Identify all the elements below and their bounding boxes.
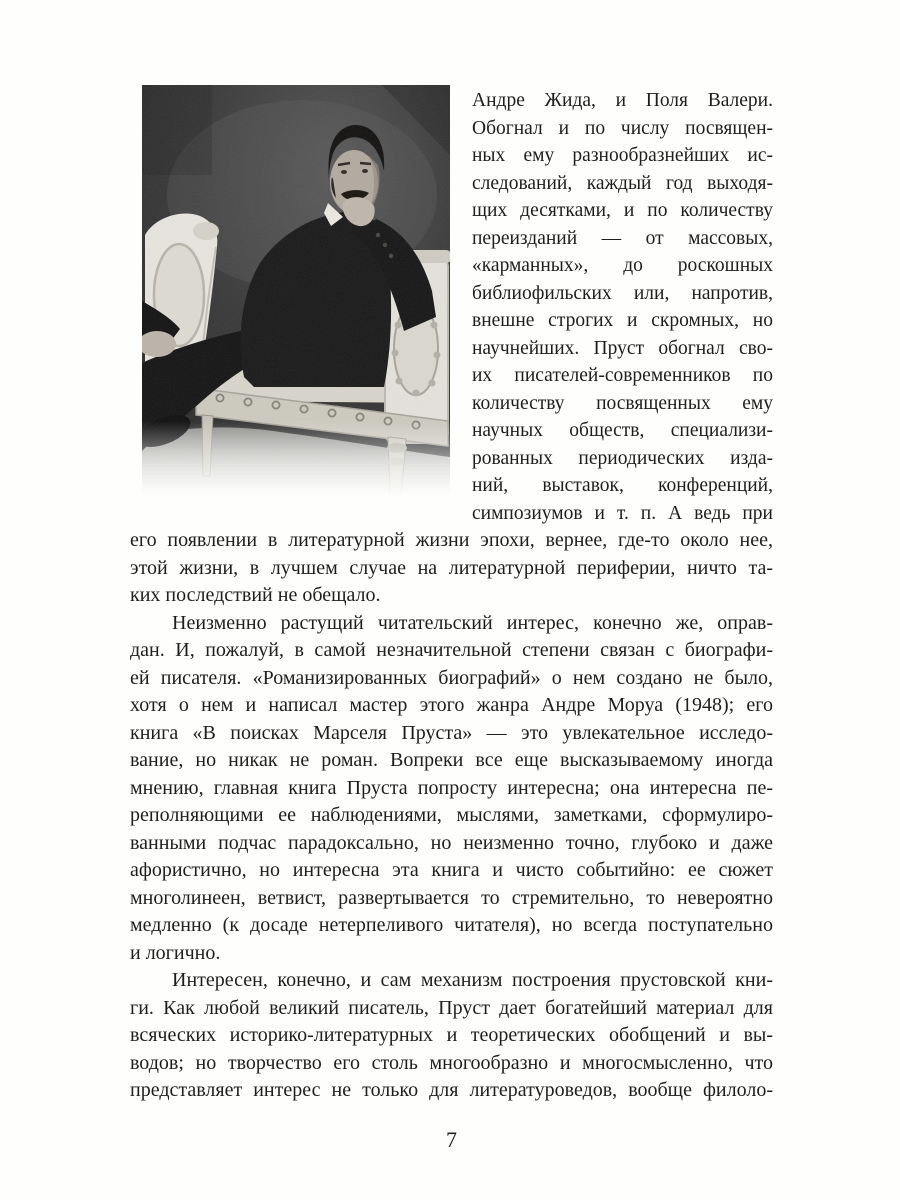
portrait-illustration (142, 85, 450, 497)
text-line: количеству посвященных ему (472, 392, 773, 414)
text-line: представляет интерес не только для литературоведов, вообще филоло- (130, 1079, 773, 1101)
text-line: и логично. (130, 941, 221, 964)
text-line: научных обществ, специализи- (472, 420, 773, 441)
text-line: водов; но творчество его столь многообразно и многосмысленно, что (130, 1051, 773, 1074)
text-line: ей писателя. «Романизированных биографий» о нем создано не было, (130, 666, 773, 689)
text-line: Неизменно растущий читательский интерес, конечно же, оправ- (172, 611, 773, 634)
proust-portrait-photo (142, 85, 450, 497)
text-line: «карманных», до роскошных (472, 255, 773, 276)
text-line: медленно (к досаде нетерпеливого читателя), но всегда поступательно (130, 914, 773, 936)
text-line: всяческих историко-литературных и теоретических обобщений и вы- (130, 1024, 773, 1046)
text-line: Обогнал и по числу посвящен- (472, 117, 773, 139)
photo-wrap-column (472, 87, 773, 527)
text-line: внешне строгих и скромных, но (472, 310, 773, 331)
text-line: научнейших. Пруст обогнал сво- (472, 337, 773, 359)
text-line: реполняющими ее наблюдениями, мыслями, заметками, сформулиро- (130, 804, 773, 826)
text-line: книга «В поисках Марселя Пруста» — это увлекательное исследо- (130, 721, 773, 744)
text-line: щих десятками, и по количеству (472, 200, 773, 221)
page-number: 7 (446, 1127, 457, 1152)
text-line: дан. И, пожалуй, в самой незначительной степени связан с биографи- (130, 639, 773, 661)
text-line: переизданий — от массовых, (472, 227, 773, 249)
text-line: их писателей-современников по (472, 365, 773, 386)
text-line: ний, выставок, конференций, (472, 475, 773, 496)
text-line: следований, каждый год выходя- (472, 172, 773, 194)
text-line: рованных периодических изда- (472, 447, 773, 469)
text-line: библиофильских или, напротив, (472, 282, 773, 304)
text-line: вание, но никак не роман. Вопреки все еще высказываемому иногда (130, 749, 773, 771)
text-line: Андре Жида, и Поля Валери. (472, 90, 773, 111)
body-text (130, 527, 773, 1105)
text-line: симпозиумов и т. п. А ведь при (472, 502, 773, 524)
text-line: Интересен, конечно, и сам механизм построения прустовской кни- (172, 969, 773, 991)
text-line: хотя о нем и написал мастер этого жанра Андре Моруа (1948); его (130, 694, 773, 716)
text-line: мнению, главная книга Пруста попросту интересна; она интересна пе- (130, 776, 773, 799)
text-line: ных ему разнообразнейших ис- (472, 145, 773, 166)
text-line: ванными подчас парадоксально, но неизменно точно, глубоко и даже (130, 831, 773, 854)
text-line: его появлении в литературной жизни эпохи, вернее, где-то около нее, (130, 529, 773, 551)
text-line: ких последствий не обещало. (130, 584, 381, 606)
text-line: ги. Как любой великий писатель, Пруст дает богатейший материал для (130, 996, 773, 1019)
text-line: многолинеен, ветвист, развертывается то стремительно, то невероятно (130, 886, 773, 909)
text-line: афористично, но интересна эта книга и чисто событийно: ее сюжет (130, 859, 773, 881)
text-line: этой жизни, в лучшем случае на литературной периферии, ничто та- (130, 556, 773, 579)
